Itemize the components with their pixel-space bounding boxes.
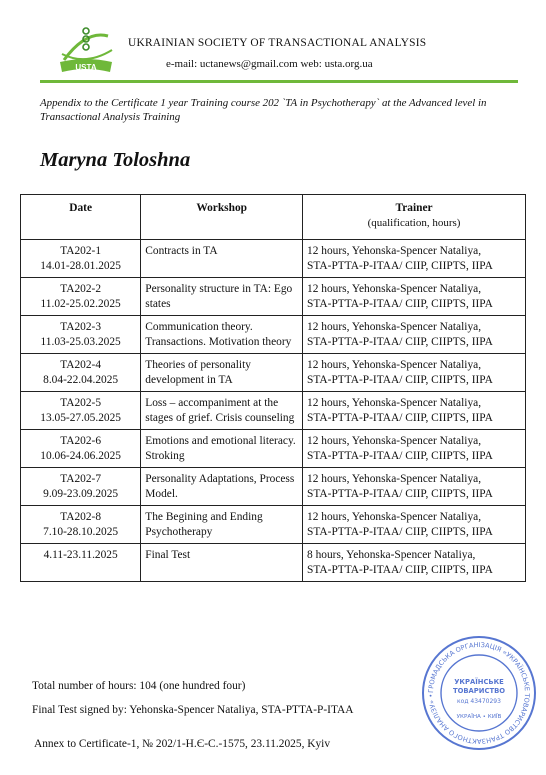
usta-logo <box>56 22 116 78</box>
stamp-center-line1: УКРАЇНСЬКЕ <box>454 678 504 686</box>
date-cell <box>21 240 141 278</box>
appendix-text: Appendix to the Certificate 1 year Training course 202 `TA in Psychotherapy` at the Advanced level in Transactional Analysis Training <box>40 97 487 123</box>
trainer-hours-name: 12 hours, Yehonska-Spencer Nataliya, <box>307 321 482 333</box>
workshop-code: TA202-6 <box>60 435 102 447</box>
trainer-cell <box>303 278 526 316</box>
contact-line: e-mail: uctanews@gmail.com web: usta.org.ua <box>166 58 373 70</box>
workshop-dates: 11.02-25.02.2025 <box>40 298 121 310</box>
date-cell <box>21 316 141 354</box>
trainer-qualification: STA-PTTA-P-ITAA/ CIIP, CIIPTS, IIPA <box>307 450 493 462</box>
trainer-hours-name: 12 hours, Yehonska-Spencer Nataliya, <box>307 511 482 523</box>
workshop-cell: Communication theory. Transactions. Motivation theory <box>141 316 303 354</box>
table-row <box>21 544 526 582</box>
stamp-ring-text: ГРОМАДСЬКА ОРГАНІЗАЦІЯ «УКРАЇНСЬКЕ ТОВАРИСТВО ТРАНЗАКТНОГО АНАЛІЗУ» • <box>426 640 532 746</box>
trainer-hours-name: 12 hours, Yehonska-Spencer Nataliya, <box>307 283 482 295</box>
table-row <box>21 240 526 278</box>
date-cell <box>21 392 141 430</box>
workshop-code: TA202-8 <box>60 511 102 523</box>
table-row <box>21 354 526 392</box>
stamp-bottom: УКРАЇНА • КИЇВ <box>456 714 502 720</box>
logo-text: USTA <box>75 63 97 72</box>
trainer-cell <box>303 468 526 506</box>
workshop-code: TA202-3 <box>60 321 102 333</box>
table-row <box>21 316 526 354</box>
annex-reference: Annex to Certificate-1, № 202/1-Н.Є-С.-1575, 23.11.2025, Kyiv <box>34 738 331 750</box>
workshop-cell: Emotions and emotional literacy. Stroking <box>141 430 303 468</box>
trainer-hours-name: 12 hours, Yehonska-Spencer Nataliya, <box>307 397 482 409</box>
trainer-qualification: STA-PTTA-P-ITAA/ CIIP, CIIPTS, IIPA <box>307 526 493 538</box>
workshop-code: TA202-2 <box>60 283 102 295</box>
trainer-cell <box>303 544 526 582</box>
trainer-cell <box>303 392 526 430</box>
training-schedule-table <box>20 194 526 582</box>
trainer-qualification: STA-PTTA-P-ITAA/ CIIP, CIIPTS, IIPA <box>307 336 493 348</box>
trainer-hours-name: 8 hours, Yehonska-Spencer Nataliya, <box>307 549 476 561</box>
header-trainer <box>303 195 526 240</box>
workshop-dates: 9.09-23.09.2025 <box>43 488 119 500</box>
date-cell <box>21 354 141 392</box>
header-workshop: Workshop <box>141 195 303 240</box>
table-row <box>21 430 526 468</box>
trainer-qualification: STA-PTTA-P-ITAA/ CIIP, CIIPTS, IIPA <box>307 488 493 500</box>
workshop-cell: Final Test <box>141 544 303 582</box>
trainer-hours-name: 12 hours, Yehonska-Spencer Nataliya, <box>307 359 482 371</box>
workshop-dates: 11.03-25.03.2025 <box>40 336 121 348</box>
table-row <box>21 278 526 316</box>
person-name: Maryna Toloshna <box>40 149 191 171</box>
trainer-hours-name: 12 hours, Yehonska-Spencer Nataliya, <box>307 435 482 447</box>
trainer-qualification: STA-PTTA-P-ITAA/ CIIP, CIIPTS, IIPA <box>307 412 493 424</box>
date-cell <box>21 278 141 316</box>
total-hours: Total number of hours: 104 (one hundred four) <box>32 680 246 692</box>
workshop-cell: Loss – accompaniment at the stages of grief. Crisis counseling <box>141 392 303 430</box>
table-header-row <box>21 195 526 240</box>
trainer-cell <box>303 316 526 354</box>
date-cell <box>21 430 141 468</box>
trainer-cell <box>303 506 526 544</box>
workshop-cell: Personality Adaptations, Process Model. <box>141 468 303 506</box>
workshop-cell: Theories of personality development in TA <box>141 354 303 392</box>
trainer-cell <box>303 430 526 468</box>
usta-logo-graphic <box>56 22 116 78</box>
stamp-center-line2: ТОВАРИСТВО <box>452 687 506 695</box>
date-cell <box>21 544 141 582</box>
header-date: Date <box>21 195 141 240</box>
workshop-code: TA202-5 <box>60 397 102 409</box>
workshop-cell: Personality structure in TA: Ego states <box>141 278 303 316</box>
trainer-qualification: STA-PTTA-P-ITAA/ CIIP, CIIPTS, IIPA <box>307 298 493 310</box>
workshop-cell: Contracts in TA <box>141 240 303 278</box>
workshop-dates: 8.04-22.04.2025 <box>43 374 119 386</box>
trainer-cell <box>303 240 526 278</box>
workshop-dates: 13.05-27.05.2025 <box>40 412 121 424</box>
trainer-qualification: STA-PTTA-P-ITAA/ CIIP, CIIPTS, IIPA <box>307 564 493 576</box>
trainer-hours-name: 12 hours, Yehonska-Spencer Nataliya, <box>307 473 482 485</box>
header-divider <box>40 80 518 83</box>
stamp-code: код 43470293 <box>457 698 501 705</box>
workshop-code: TA202-1 <box>60 245 102 257</box>
date-cell <box>21 506 141 544</box>
workshop-code: TA202-7 <box>60 473 102 485</box>
table-row <box>21 392 526 430</box>
header-trainer-label: Trainer <box>395 202 433 214</box>
trainer-hours-name: 12 hours, Yehonska-Spencer Nataliya, <box>307 245 482 257</box>
organization-name: UKRAINIAN SOCIETY OF TRANSACTIONAL ANALYSIS <box>128 37 427 49</box>
workshop-dates: 4.11-23.11.2025 <box>43 549 118 561</box>
official-stamp <box>420 634 538 752</box>
date-cell <box>21 468 141 506</box>
table-row <box>21 468 526 506</box>
trainer-qualification: STA-PTTA-P-ITAA/ CIIP, CIIPTS, IIPA <box>307 260 493 272</box>
table-row <box>21 506 526 544</box>
workshop-cell: The Begining and Ending Psychotherapy <box>141 506 303 544</box>
workshop-dates: 14.01-28.01.2025 <box>40 260 121 272</box>
workshop-code: TA202-4 <box>60 359 102 371</box>
signed-by: Final Test signed by: Yehonska-Spencer Nataliya, STA-PTTA-P-ITAA <box>32 704 354 716</box>
header-trainer-subtitle: (qualification, hours) <box>367 217 461 229</box>
trainer-cell <box>303 354 526 392</box>
workshop-dates: 10.06-24.06.2025 <box>40 450 121 462</box>
trainer-qualification: STA-PTTA-P-ITAA/ CIIP, CIIPTS, IIPA <box>307 374 493 386</box>
workshop-dates: 7.10-28.10.2025 <box>43 526 119 538</box>
